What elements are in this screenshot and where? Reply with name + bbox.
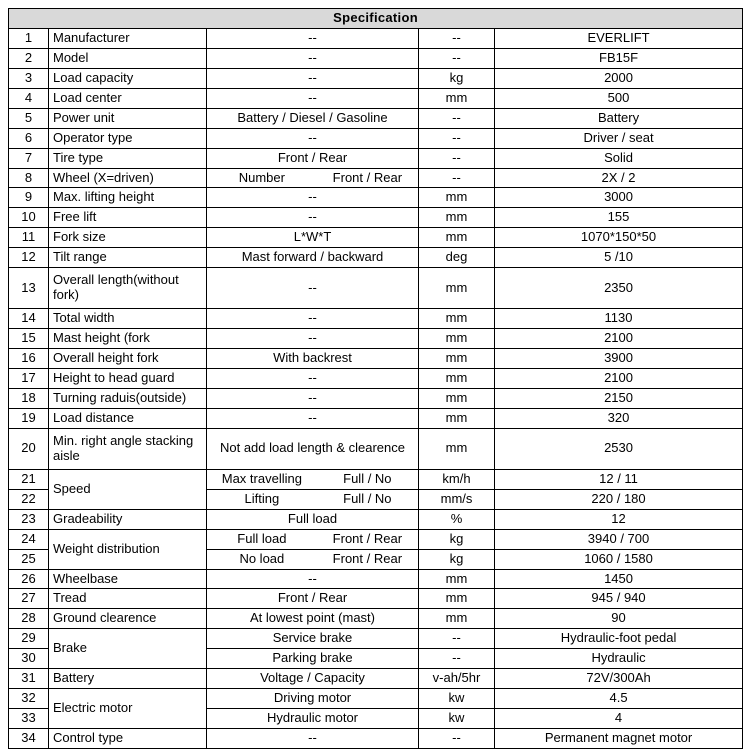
row-item: Operator type — [49, 128, 207, 148]
row-value: 1450 — [495, 569, 743, 589]
table-row — [9, 408, 743, 428]
row-number: 24 — [9, 529, 49, 549]
table-row — [9, 428, 743, 469]
row-number: 13 — [9, 268, 49, 309]
row-value: 500 — [495, 88, 743, 108]
row-number: 3 — [9, 68, 49, 88]
table-row — [9, 28, 743, 48]
row-unit: mm — [419, 208, 495, 228]
row-number: 7 — [9, 148, 49, 168]
row-value: Hydraulic — [495, 649, 743, 669]
row-description: Hydraulic motor — [207, 709, 419, 729]
row-number: 21 — [9, 469, 49, 489]
row-number: 9 — [9, 188, 49, 208]
row-unit: mm — [419, 369, 495, 389]
row-description: L*W*T — [207, 228, 419, 248]
row-item-group-speed: Speed — [49, 469, 207, 509]
row-description: -- — [207, 188, 419, 208]
row-unit: -- — [419, 729, 495, 749]
row-number: 4 — [9, 88, 49, 108]
table-row — [9, 388, 743, 408]
row-unit: kg — [419, 68, 495, 88]
table-row — [9, 469, 743, 489]
table-row — [9, 128, 743, 148]
row-item: Ground clearence — [49, 609, 207, 629]
row-unit: -- — [419, 168, 495, 188]
row-item-group-motor: Electric motor — [49, 689, 207, 729]
row-number: 23 — [9, 509, 49, 529]
row-unit: mm — [419, 428, 495, 469]
row-number: 2 — [9, 48, 49, 68]
row-unit: mm — [419, 188, 495, 208]
row-description-left: No load — [239, 550, 285, 566]
row-description-left: Number — [238, 169, 285, 185]
row-unit: mm — [419, 388, 495, 408]
table-row — [9, 268, 743, 309]
row-value: 3000 — [495, 188, 743, 208]
row-item-group-weight: Weight distribution — [49, 529, 207, 569]
row-item: Turning raduis(outside) — [49, 388, 207, 408]
row-number: 25 — [9, 549, 49, 569]
row-unit: mm — [419, 349, 495, 369]
row-number: 31 — [9, 669, 49, 689]
row-item: Tilt range — [49, 248, 207, 268]
row-unit: -- — [419, 148, 495, 168]
row-unit: deg — [419, 248, 495, 268]
page-title: Specification — [9, 9, 743, 29]
row-number: 16 — [9, 349, 49, 369]
row-unit: km/h — [419, 469, 495, 489]
row-description: -- — [207, 329, 419, 349]
row-description-right: Front / Rear — [332, 550, 403, 566]
table-row — [9, 148, 743, 168]
row-number: 11 — [9, 228, 49, 248]
row-description: -- — [207, 68, 419, 88]
row-item: Wheelbase — [49, 569, 207, 589]
row-description-left: Full load — [237, 530, 287, 546]
row-value: 72V/300Ah — [495, 669, 743, 689]
row-value: 90 — [495, 609, 743, 629]
row-description: Driving motor — [207, 689, 419, 709]
row-value: 1060 / 1580 — [495, 549, 743, 569]
row-item: Load center — [49, 88, 207, 108]
row-description-right: Front / Rear — [332, 530, 403, 546]
row-unit: mm — [419, 408, 495, 428]
row-unit: kg — [419, 549, 495, 569]
row-value: 2100 — [495, 329, 743, 349]
row-value: 12 / 11 — [495, 469, 743, 489]
row-number: 17 — [9, 369, 49, 389]
row-number: 28 — [9, 609, 49, 629]
specification-table — [8, 8, 743, 749]
row-value: 1130 — [495, 309, 743, 329]
row-description: -- — [207, 88, 419, 108]
row-description-right: Front / Rear — [332, 169, 403, 185]
row-item: Load capacity — [49, 68, 207, 88]
row-description — [207, 469, 419, 489]
row-unit: kg — [419, 529, 495, 549]
row-value: 155 — [495, 208, 743, 228]
row-value: 220 / 180 — [495, 489, 743, 509]
table-row — [9, 369, 743, 389]
row-value: 2X / 2 — [495, 168, 743, 188]
row-item: Fork size — [49, 228, 207, 248]
row-description — [207, 168, 419, 188]
row-number: 27 — [9, 589, 49, 609]
row-item: Wheel (X=driven) — [49, 168, 207, 188]
table-row — [9, 168, 743, 188]
row-item: Power unit — [49, 108, 207, 128]
row-value: 2350 — [495, 268, 743, 309]
row-description — [207, 489, 419, 509]
row-description: Parking brake — [207, 649, 419, 669]
row-number: 12 — [9, 248, 49, 268]
table-row — [9, 329, 743, 349]
row-value: Battery — [495, 108, 743, 128]
table-row — [9, 669, 743, 689]
row-description: -- — [207, 569, 419, 589]
row-value: 2000 — [495, 68, 743, 88]
row-description: Battery / Diesel / Gasoline — [207, 108, 419, 128]
row-item: Mast height (fork — [49, 329, 207, 349]
row-description — [207, 549, 419, 569]
row-value: 3900 — [495, 349, 743, 369]
row-value: 4.5 — [495, 689, 743, 709]
row-description: -- — [207, 369, 419, 389]
table-row — [9, 208, 743, 228]
row-description: Mast forward / backward — [207, 248, 419, 268]
row-description: Front / Rear — [207, 589, 419, 609]
row-item: Max. lifting height — [49, 188, 207, 208]
row-description: -- — [207, 729, 419, 749]
row-item: Tread — [49, 589, 207, 609]
row-value: 12 — [495, 509, 743, 529]
row-value: FB15F — [495, 48, 743, 68]
row-number: 18 — [9, 388, 49, 408]
row-description: Front / Rear — [207, 148, 419, 168]
row-description: -- — [207, 268, 419, 309]
table-row — [9, 629, 743, 649]
table-row — [9, 589, 743, 609]
table-row — [9, 529, 743, 549]
row-item: Overall height fork — [49, 349, 207, 369]
row-unit: v-ah/5hr — [419, 669, 495, 689]
table-row — [9, 349, 743, 369]
table-row — [9, 188, 743, 208]
table-row — [9, 68, 743, 88]
row-value: 320 — [495, 408, 743, 428]
row-description: -- — [207, 48, 419, 68]
row-value: EVERLIFT — [495, 28, 743, 48]
row-description: -- — [207, 208, 419, 228]
row-unit: mm — [419, 268, 495, 309]
row-number: 30 — [9, 649, 49, 669]
table-row — [9, 309, 743, 329]
row-number: 8 — [9, 168, 49, 188]
row-item: Total width — [49, 309, 207, 329]
table-row — [9, 569, 743, 589]
row-description: -- — [207, 388, 419, 408]
row-value: Solid — [495, 148, 743, 168]
row-value: 2100 — [495, 369, 743, 389]
row-unit: kw — [419, 689, 495, 709]
row-value: Hydraulic-foot pedal — [495, 629, 743, 649]
row-unit: -- — [419, 48, 495, 68]
row-unit: mm — [419, 569, 495, 589]
row-item: Battery — [49, 669, 207, 689]
row-description: Full load — [207, 509, 419, 529]
table-row — [9, 248, 743, 268]
row-value: 1070*150*50 — [495, 228, 743, 248]
row-number: 6 — [9, 128, 49, 148]
row-number: 10 — [9, 208, 49, 228]
row-unit: -- — [419, 108, 495, 128]
row-item: Tire type — [49, 148, 207, 168]
row-unit: mm — [419, 228, 495, 248]
row-description-left: Max travelling — [221, 470, 302, 486]
row-item: Height to head guard — [49, 369, 207, 389]
row-value: 4 — [495, 709, 743, 729]
row-value: 2530 — [495, 428, 743, 469]
row-item: Free lift — [49, 208, 207, 228]
row-value: Driver / seat — [495, 128, 743, 148]
row-description: -- — [207, 128, 419, 148]
row-number: 34 — [9, 729, 49, 749]
row-description: Not add load length & clearence — [207, 428, 419, 469]
row-unit: mm — [419, 329, 495, 349]
row-unit: kw — [419, 709, 495, 729]
row-value: 3940 / 700 — [495, 529, 743, 549]
row-number: 19 — [9, 408, 49, 428]
table-row — [9, 609, 743, 629]
table-row — [9, 689, 743, 709]
row-number: 1 — [9, 28, 49, 48]
row-number: 29 — [9, 629, 49, 649]
row-description: Voltage / Capacity — [207, 669, 419, 689]
table-row — [9, 729, 743, 749]
row-description: With backrest — [207, 349, 419, 369]
table-title-row — [9, 9, 743, 29]
row-unit: mm — [419, 309, 495, 329]
row-unit: -- — [419, 629, 495, 649]
table-row — [9, 88, 743, 108]
row-item: Control type — [49, 729, 207, 749]
row-description: -- — [207, 28, 419, 48]
row-item: Overall length(without fork) — [49, 268, 207, 309]
row-unit: mm — [419, 609, 495, 629]
row-unit: -- — [419, 649, 495, 669]
table-row — [9, 48, 743, 68]
row-description: -- — [207, 408, 419, 428]
row-item: Load distance — [49, 408, 207, 428]
row-number: 5 — [9, 108, 49, 128]
row-number: 14 — [9, 309, 49, 329]
row-description-left: Lifting — [244, 490, 280, 506]
row-value: Permanent magnet motor — [495, 729, 743, 749]
row-value: 5 /10 — [495, 248, 743, 268]
row-number: 33 — [9, 709, 49, 729]
table-row — [9, 509, 743, 529]
row-description — [207, 529, 419, 549]
row-unit: -- — [419, 128, 495, 148]
table-row — [9, 108, 743, 128]
row-number: 20 — [9, 428, 49, 469]
row-unit: mm — [419, 589, 495, 609]
row-number: 32 — [9, 689, 49, 709]
row-unit: mm/s — [419, 489, 495, 509]
row-value: 2150 — [495, 388, 743, 408]
table-row — [9, 228, 743, 248]
row-item: Min. right angle stacking aisle — [49, 428, 207, 469]
row-number: 26 — [9, 569, 49, 589]
row-description-right: Full / No — [343, 470, 392, 486]
row-item-group-brake: Brake — [49, 629, 207, 669]
row-item: Model — [49, 48, 207, 68]
row-unit: -- — [419, 28, 495, 48]
row-description: Service brake — [207, 629, 419, 649]
row-unit: mm — [419, 88, 495, 108]
row-description: -- — [207, 309, 419, 329]
row-item: Gradeability — [49, 509, 207, 529]
row-description: At lowest point (mast) — [207, 609, 419, 629]
row-number: 15 — [9, 329, 49, 349]
row-description-right: Full / No — [343, 490, 392, 506]
row-number: 22 — [9, 489, 49, 509]
row-item: Manufacturer — [49, 28, 207, 48]
row-value: 945 / 940 — [495, 589, 743, 609]
row-unit: % — [419, 509, 495, 529]
